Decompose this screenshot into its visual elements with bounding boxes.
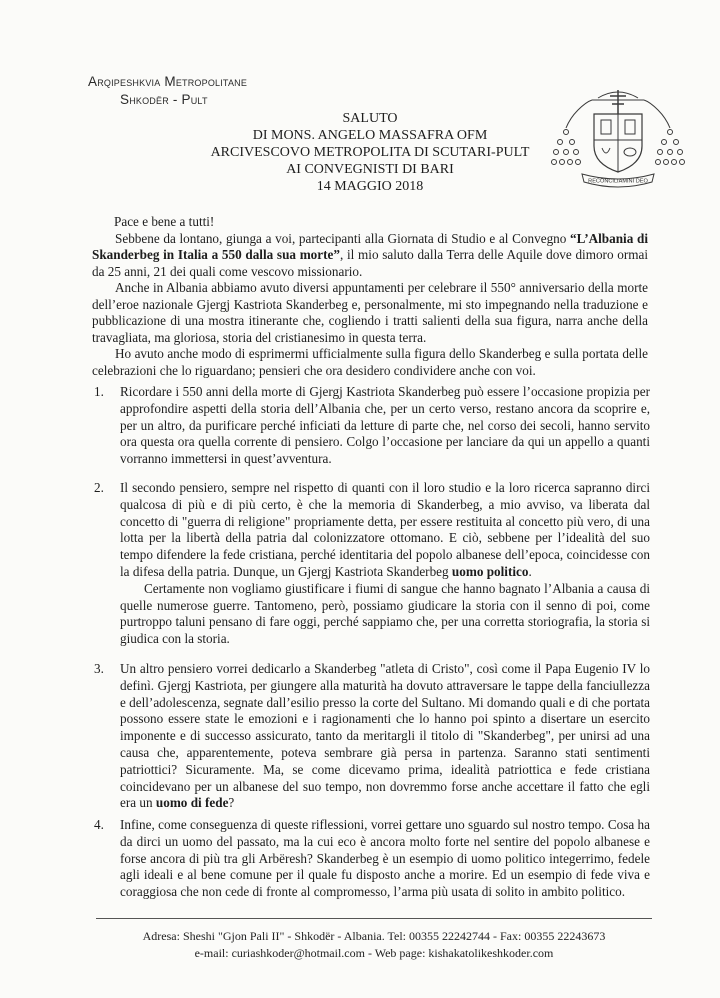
crest-motto: RECONCILIAMINI DEO (588, 178, 648, 185)
letterhead-archdiocese: Arqipeshkvia Metropolitane (88, 74, 248, 89)
footer-divider (96, 918, 652, 919)
item-text-paragraph-2: Certamente non vogliamo giustificare i fiumi di sangue che hanno bagnato l’Albania a causa di quelle numerose guerre. Tantomeno, però, possiamo giudicare la storia con il senno di poi, come purtroppo taluni pensano di fare oggi, perché sappiamo che, per una corretta storiografia, la storia si giudica con la storia. (120, 580, 650, 647)
intro-p1-text-b: , il mio saluto dalla Terra delle Aquile dove dimoro ormai da 25 anni, 21 dei quali come vescovo missionario. (92, 247, 649, 279)
footer (96, 928, 652, 962)
conference-title: “L’Albania di Skanderbeg in Italia a 550 dalla sua morte” (92, 230, 648, 262)
title-author: DI MONS. ANGELO MASSAFRA OFM (252, 128, 488, 143)
item-number: 2. (94, 480, 104, 495)
item-text: Ricordare i 550 anni della morte di Gjergj Kastriota Skanderbeg può essere l’occasione propizia per approfondire aspetti della storia dell’Albania che, per un certo verso, restano ancora da scoprire e, per un altro, da purificare perché inficiati da letture di parte che, nel corso dei secoli, hanno servito ora questa ora quella corrente di pensiero. Colgo l’occasione per lanciare da qui un appello a quanti vorranno immettersi in quest’avventura. (120, 384, 650, 467)
title-recipients: AI CONVEGNISTI DI BARI (286, 162, 454, 177)
letterhead-city: Shkodër - Pult (120, 92, 208, 107)
title-saluto: SALUTO (342, 111, 398, 126)
item-text (120, 661, 650, 812)
episcopal-coat-of-arms (548, 84, 688, 190)
item-bold-phrase: uomo politico (451, 563, 529, 579)
list-item (94, 384, 650, 468)
title-role: ARCIVESCOVO METROPOLITA DI SCUTARI-PULT (210, 145, 530, 160)
item-text (120, 480, 650, 581)
greeting: Pace e bene a tutti! (114, 214, 215, 229)
list-item (94, 817, 650, 901)
intro-paragraph-3: Ho avuto anche modo di esprimermi ufficialmente sulla figura dello Skanderbeg e sulla portata delle celebrazioni che lo riguardano; pensieri che ora desidero condividere anche con voi. (92, 346, 648, 378)
item-number: 3. (94, 661, 104, 676)
list-item (94, 480, 650, 648)
intro-p1-text-a: Sebbene da lontano, giunga a voi, partecipanti alla Giornata di Studio e al Convegno (115, 230, 571, 246)
document-title (210, 110, 530, 195)
item-text-a: Un altro pensiero vorrei dedicarlo a Skanderbeg "atleta di Cristo", così come il Papa Eugenio IV lo definì. Gjergj Kastriota, per giungere alla maturità ha dovuto attraversare le tappe della fanciullezza e dell’adolescenza, segnate dall’esilio presso la corte del Sultano. Mi domando quali e di che portata possono essere state le emozioni e i ragionamenti che lo hanno poi spinto a disertare un esercito imponente e di successo assicurato, tanto da meritargli il titolo di "Skanderbeg", per unirsi ad una causa che, apparentemente, poteva sembrare già persa in partenza. Saranno stati sentimenti patriottici? Sicuramente. Ma, se come dicevamo prima, idealità patriottica e fede cristiana coincidevano per un albanese del suo tempo, non dovremmo forse anche accettare il fatto che egli era un (120, 661, 650, 811)
list-item (94, 661, 650, 812)
item-text-b: ? (228, 795, 235, 811)
item-number: 1. (94, 384, 104, 399)
title-date: 14 MAGGIO 2018 (316, 179, 424, 194)
footer-address: Adresa: Sheshi "Gjon Pali II" - Shkodër - Albania. Tel: 00355 22242744 - Fax: 00355 22243673 (142, 929, 606, 943)
item-text-b: . (528, 563, 532, 579)
intro-paragraph-2: Anche in Albania abbiamo avuto diversi appuntamenti per celebrare il 550° anniversario della morte dell’eroe nazionale Gjergj Kastriota Skanderbeg e, personalmente, mi sto impegnando nella traduzione e pubblicazione di una mostra itinerante che, cogliendo i tratti salienti della sua figura, narra anche della travagliata, ma gloriosa, storia del cristianesimo in questa terra. (92, 280, 648, 345)
item-text: Infine, come conseguenza di queste riflessioni, vorrei gettare uno sguardo sul nostro tempo. Cosa ha da dirci un uomo del passato, ma la cui eco è ancora molto forte nel sentire del popolo albanese e forse ancora di più tra gli Arbëresh? Skanderbeg è un esempio di uomo politico integerrimo, fedele agli ideali e al bene comune per il quale fu disposto anche a morire. Ed un esempio di fede viva e coraggiosa che non cede di fronte al compromesso, l’arma più usata di solito in ambito politico. (120, 817, 650, 900)
item-number: 4. (94, 817, 104, 832)
footer-contacts: e-mail: curiashkoder@hotmail.com - Web page: kishakatolikeshkoder.com (194, 946, 554, 960)
intro-paragraph-1 (92, 231, 648, 281)
item-bold-phrase: uomo di fede (155, 795, 229, 811)
item-text-a: Il secondo pensiero, sempre nel rispetto di quanti con il loro studio e la loro ricerca sapranno dirci qualcosa di più e di più certo, è che la memoria di Skanderbeg, a mio avviso, va liberata dal concetto di "guerra di religione" propriamente detta, per essere restituita al concetto più vero, di una lotta per la libertà della patria dal colonizzatore ottomano. E ciò, sebbene per l’idealità del suo tempo difendere la fede cristiana, perché identitaria del popolo albanese dell’epoca, coincidesse con la difesa della patria. Dunque, un Gjergj Kastriota Skanderbeg (120, 480, 650, 579)
intro-section (92, 214, 648, 379)
